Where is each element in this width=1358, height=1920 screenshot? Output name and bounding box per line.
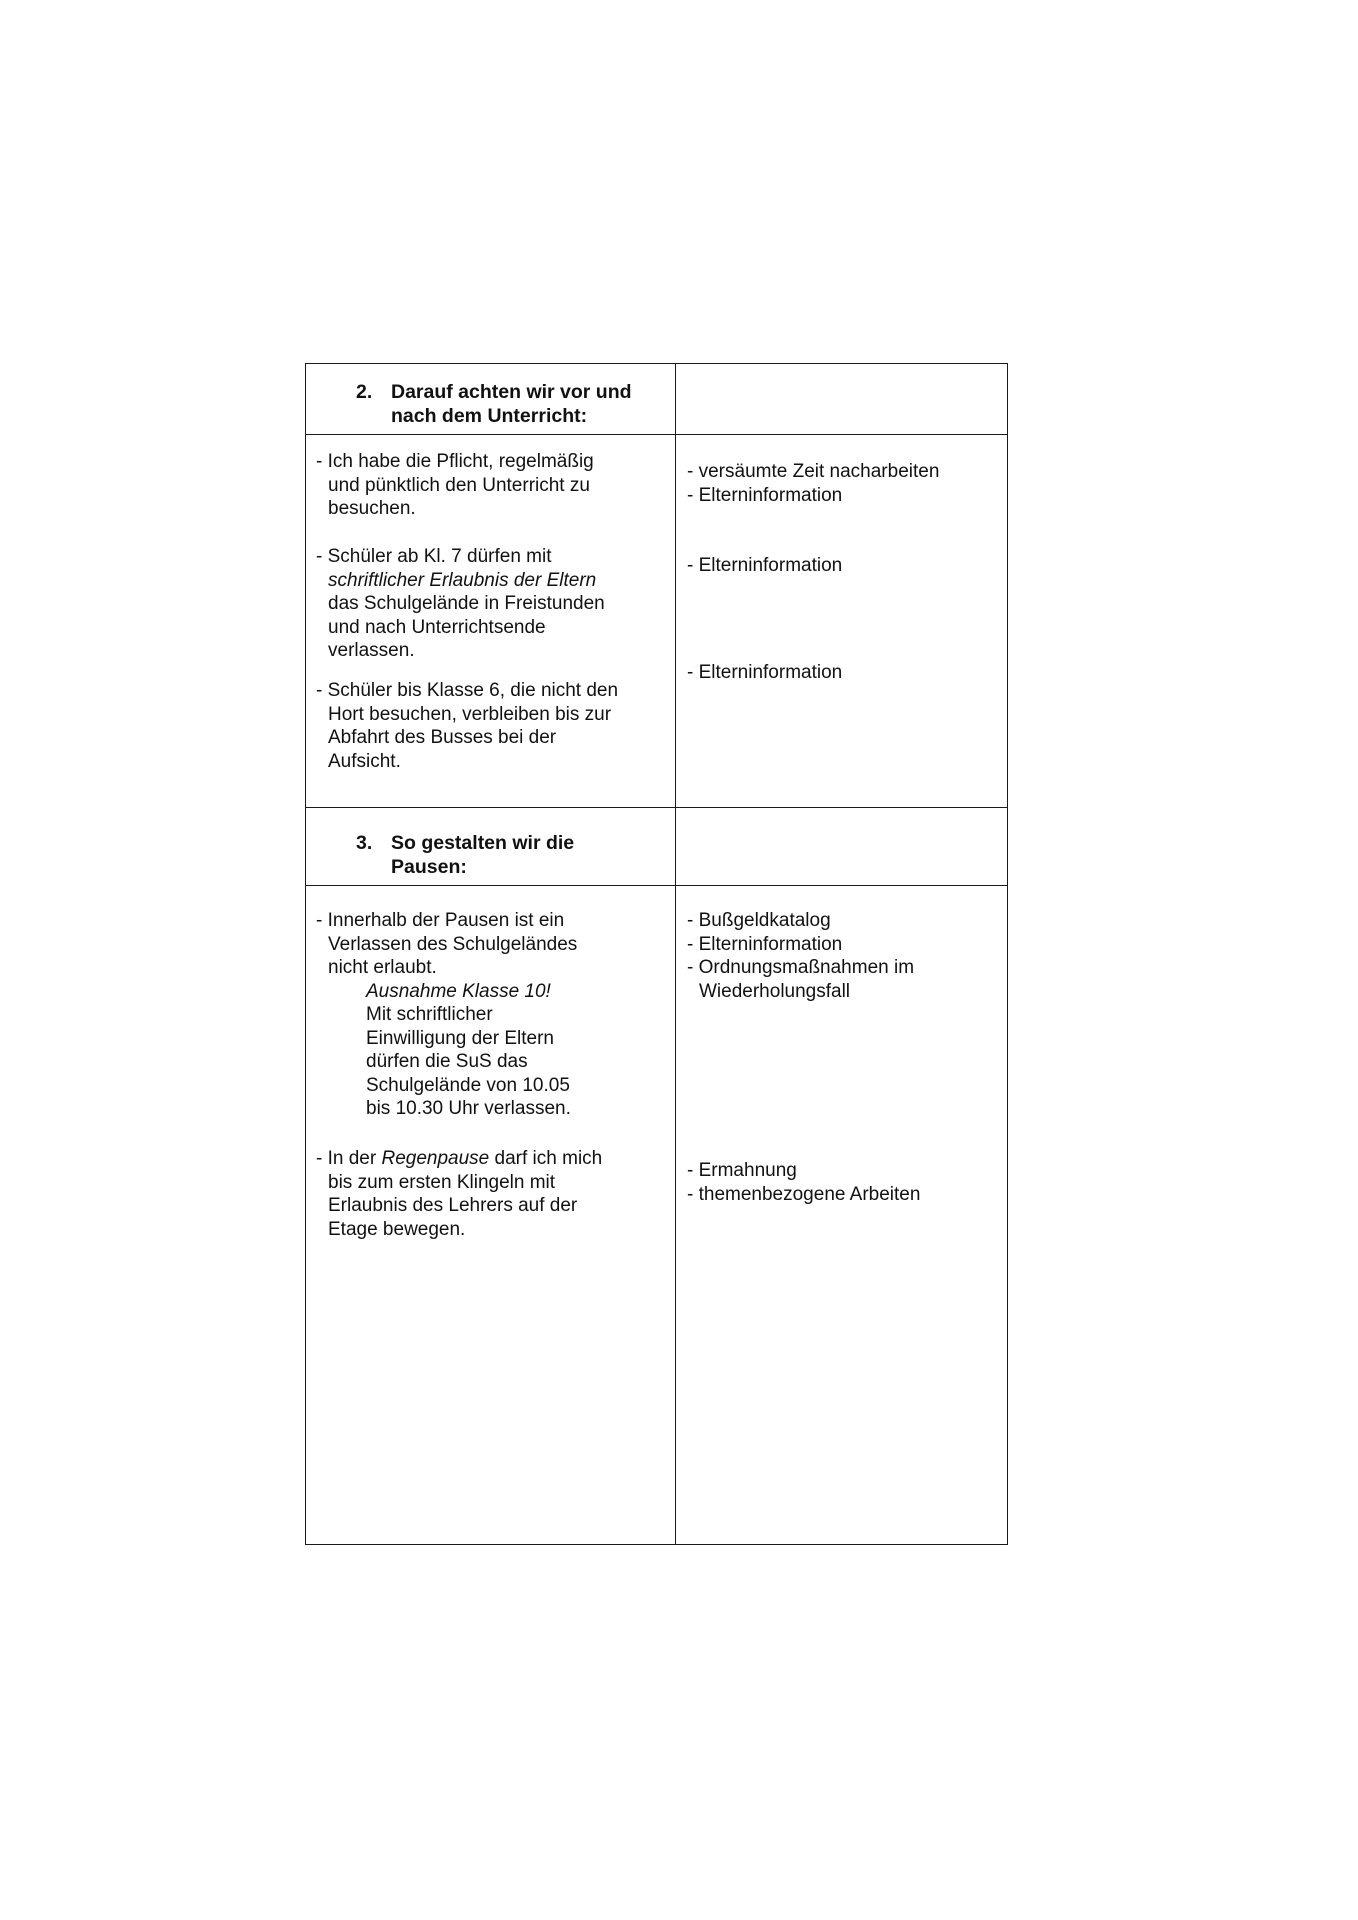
section-2-rule-leaving-grounds bbox=[316, 545, 605, 663]
text-line: nicht erlaubt. bbox=[328, 957, 437, 978]
text-line: - Bußgeldkatalog bbox=[687, 910, 831, 931]
row-divider-3 bbox=[306, 885, 1007, 886]
text-line: das Schulgelände in Freistunden bbox=[328, 593, 605, 614]
section-2-consequence-1 bbox=[687, 460, 939, 507]
section-3-heading-line1: So gestalten wir die bbox=[391, 832, 575, 854]
text-line: Mit schriftlicher bbox=[366, 1004, 493, 1025]
row-divider-2 bbox=[306, 807, 1007, 808]
text-line: bis zum ersten Klingeln mit bbox=[328, 1171, 556, 1193]
section-2-rule-bus-supervision bbox=[316, 679, 618, 773]
text-line: - themenbezogene Arbeiten bbox=[687, 1183, 921, 1205]
text-line: - versäumte Zeit nacharbeiten bbox=[687, 461, 940, 482]
section-3-rule-breaks bbox=[316, 909, 577, 1121]
section-2-rule-attendance bbox=[316, 450, 594, 521]
text-line: - Schüler ab Kl. 7 dürfen mit bbox=[316, 546, 552, 567]
text-line: Erlaubnis des Lehrers auf der bbox=[328, 1195, 578, 1216]
text-line: Verlassen des Schulgeländes bbox=[328, 933, 578, 955]
text-line: - Ich habe die Pflicht, regelmäßig bbox=[316, 451, 594, 472]
text-line: Aufsicht. bbox=[328, 750, 401, 772]
text-line: Einwilligung der Eltern bbox=[366, 1027, 554, 1049]
text-line: Abfahrt des Busses bei der bbox=[328, 727, 557, 748]
row-divider-1 bbox=[306, 434, 1007, 435]
text-line: Schulgelände von 10.05 bbox=[366, 1074, 570, 1096]
section-2-consequence-3 bbox=[687, 661, 842, 685]
text-line: - Elterninformation bbox=[687, 484, 843, 506]
text-line: und pünktlich den Unterricht zu bbox=[328, 474, 590, 496]
section-2-heading-line2: nach dem Unterricht: bbox=[391, 405, 588, 427]
text-line: - Ermahnung bbox=[687, 1160, 797, 1181]
section-2-consequence-2 bbox=[687, 554, 842, 578]
section-3-heading bbox=[356, 831, 574, 879]
text-line: und nach Unterrichtsende bbox=[328, 616, 546, 638]
text-line: verlassen. bbox=[328, 640, 415, 661]
text-line: bis 10.30 Uhr verlassen. bbox=[366, 1098, 571, 1119]
text-line: - Ordnungsmaßnahmen im bbox=[687, 957, 915, 978]
text-line: - Schüler bis Klasse 6, die nicht den bbox=[316, 680, 619, 701]
text-line: - Innerhalb der Pausen ist ein bbox=[316, 910, 565, 931]
text-line: - Elterninformation bbox=[687, 555, 843, 576]
section-3-number: 3. bbox=[356, 832, 373, 854]
column-divider bbox=[675, 364, 676, 1544]
text-line: - Elterninformation bbox=[687, 662, 843, 683]
text-line-italic: Ausnahme Klasse 10! bbox=[366, 980, 551, 1002]
text-line: dürfen die SuS das bbox=[366, 1051, 528, 1072]
section-2-heading bbox=[356, 380, 632, 428]
text-line: Wiederholungsfall bbox=[699, 980, 851, 1002]
text-line: Etage bewegen. bbox=[328, 1218, 466, 1240]
text-line-italic: schriftlicher Erlaubnis der Eltern bbox=[328, 569, 597, 591]
text-line: Hort besuchen, verbleiben bis zur bbox=[328, 703, 612, 725]
section-2-number: 2. bbox=[356, 381, 373, 403]
section-3-heading-line2: Pausen: bbox=[391, 856, 467, 878]
text-line: - Elterninformation bbox=[687, 933, 843, 955]
text-line: - In der Regenpause darf ich mich bbox=[316, 1148, 603, 1169]
section-2-heading-line1: Darauf achten wir vor und bbox=[391, 381, 632, 403]
section-3-consequence-1 bbox=[687, 909, 914, 1003]
rules-table bbox=[305, 363, 1008, 1545]
section-3-consequence-2 bbox=[687, 1159, 920, 1206]
section-3-rule-rain-break bbox=[316, 1147, 602, 1241]
text-line: besuchen. bbox=[328, 498, 416, 519]
